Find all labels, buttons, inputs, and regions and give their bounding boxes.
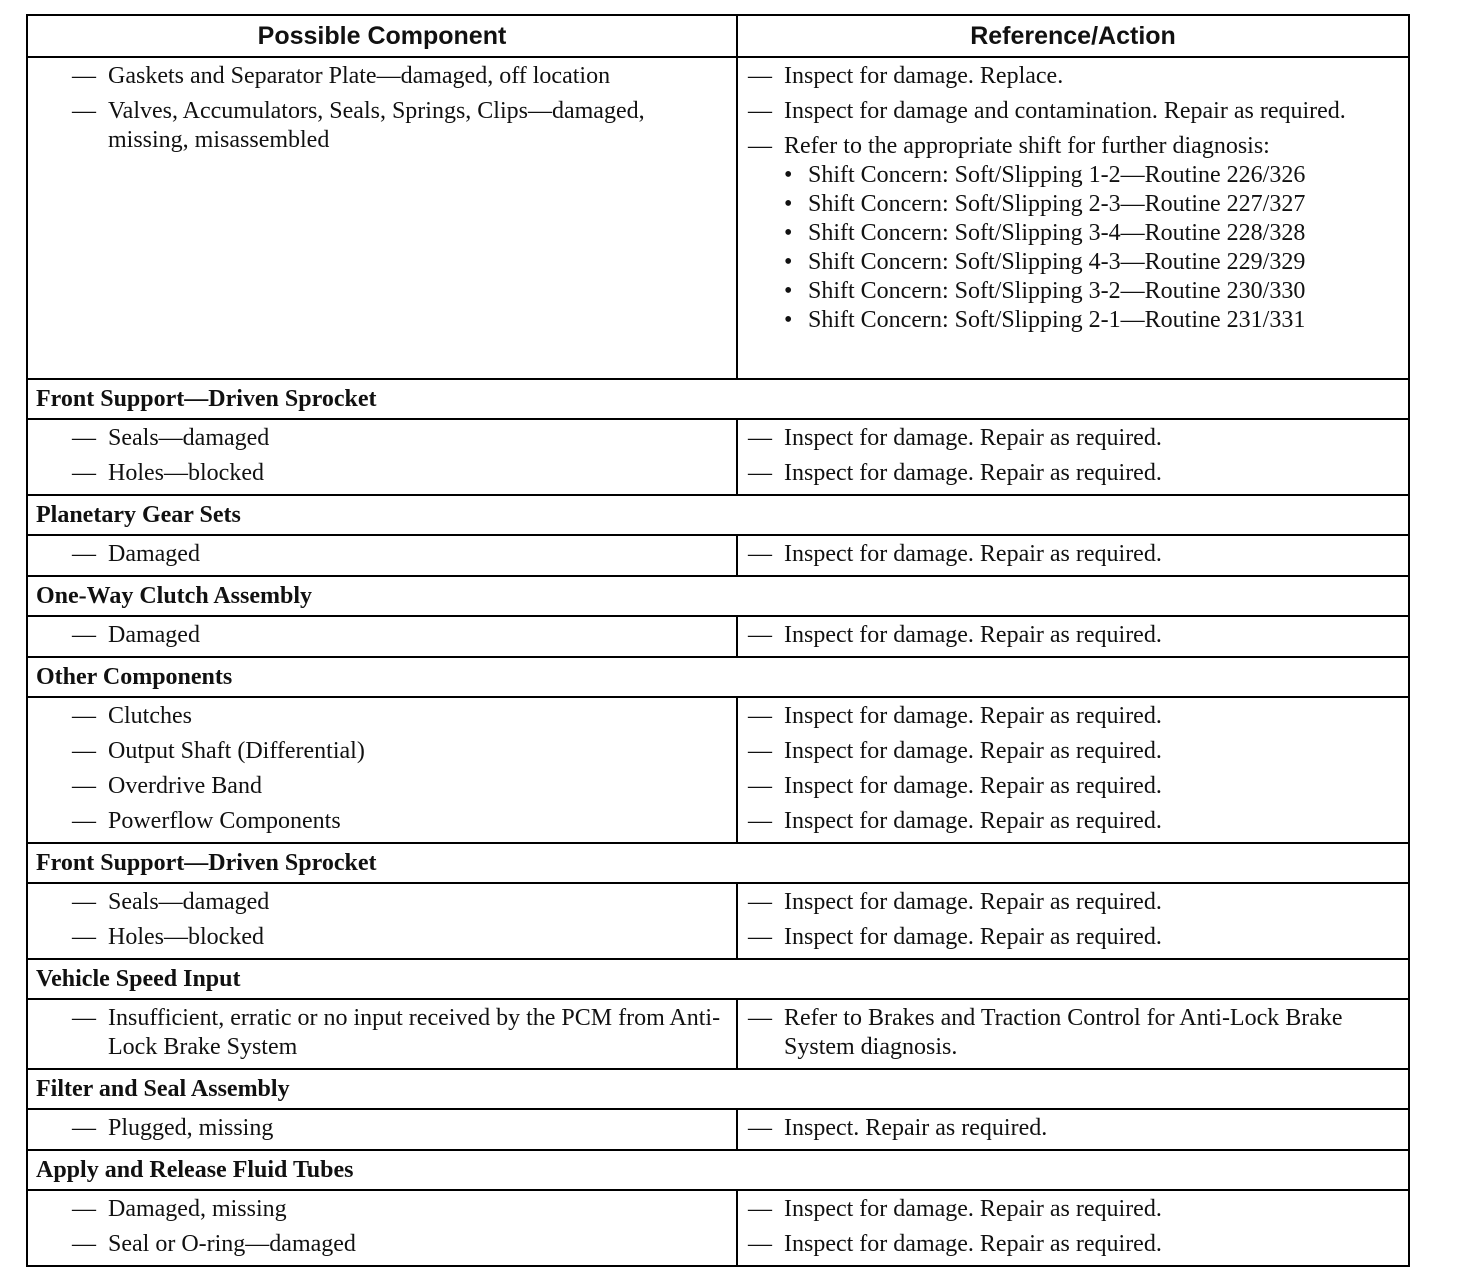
action-line: — Inspect for damage. Repair as required. <box>748 889 1162 915</box>
action-line: — Inspect for damage. Repair as required. <box>748 622 1162 648</box>
action-line: — Inspect for damage. Repair as required. <box>748 773 1162 799</box>
header-possible-component: Possible Component <box>27 15 737 57</box>
actions-cell <box>737 1190 1409 1266</box>
component-line: — Valves, Accumulators, Seals, Springs, Clips—damaged, missing, misassembled <box>72 98 645 153</box>
action-line: — Inspect for damage. Repair as required. <box>748 425 1162 451</box>
bullet-item: • Shift Concern: Soft/Slipping 3-4—Routine 228/328 <box>784 220 1306 246</box>
section-body-row <box>27 616 1409 657</box>
action-line: — Inspect. Repair as required. <box>748 1115 1048 1141</box>
component-line: — Seals—damaged <box>72 425 270 451</box>
action-line: — Refer to Brakes and Traction Control for Anti-Lock Brake System diagnosis. <box>748 1005 1343 1060</box>
section-title: Apply and Release Fluid Tubes <box>27 1150 1409 1190</box>
section-header-row <box>27 576 1409 616</box>
component-line: — Plugged, missing <box>72 1115 274 1141</box>
component-line: — Clutches <box>72 703 192 729</box>
component-line: — Powerflow Components <box>72 808 341 834</box>
actions-cell <box>737 535 1409 576</box>
action-line: — Inspect for damage and contamination. Repair as required. <box>748 98 1346 124</box>
components-cell <box>27 697 737 843</box>
section-title: Vehicle Speed Input <box>27 959 1409 999</box>
section-header-row <box>27 1069 1409 1109</box>
component-line: — Insufficient, erratic or no input received by the PCM from Anti-Lock Brake System <box>72 1005 721 1060</box>
component-line: — Damaged <box>72 541 200 567</box>
components-cell <box>27 883 737 959</box>
section-title: Other Components <box>27 657 1409 697</box>
components-cell <box>27 999 737 1069</box>
bullet-item: • Shift Concern: Soft/Slipping 2-3—Routine 227/327 <box>784 191 1306 217</box>
component-line: — Seal or O-ring—damaged <box>72 1231 356 1257</box>
section-body-row <box>27 1190 1409 1266</box>
section-header-row <box>27 379 1409 419</box>
components-cell <box>27 1190 737 1266</box>
action-line: — Inspect for damage. Repair as required. <box>748 460 1162 486</box>
component-line: — Damaged <box>72 622 200 648</box>
section-header-row <box>27 843 1409 883</box>
action-line: — Inspect for damage. Repair as required. <box>748 808 1162 834</box>
actions-cell <box>737 419 1409 495</box>
header-reference-action: Reference/Action <box>737 15 1409 57</box>
actions-cell <box>737 1109 1409 1150</box>
header-row <box>27 15 1409 57</box>
section-header-row <box>27 657 1409 697</box>
section-header-row <box>27 495 1409 535</box>
bullet-item: • Shift Concern: Soft/Slipping 3-2—Routine 230/330 <box>784 278 1306 304</box>
action-line: — Inspect for damage. Repair as required. <box>748 738 1162 764</box>
diagnosis-table-page <box>26 14 1408 1267</box>
action-line: — Inspect for damage. Repair as required. <box>748 1231 1162 1257</box>
section-title: One-Way Clutch Assembly <box>27 576 1409 616</box>
actions-cell <box>737 697 1409 843</box>
action-line: — Inspect for damage. Repair as required. <box>748 1196 1162 1222</box>
action-line: — Inspect for damage. Repair as required. <box>748 924 1162 950</box>
actions-cell <box>737 999 1409 1069</box>
bullet-item: • Shift Concern: Soft/Slipping 4-3—Routine 229/329 <box>784 249 1306 275</box>
section-body-row <box>27 1109 1409 1150</box>
section-title: Filter and Seal Assembly <box>27 1069 1409 1109</box>
diagnosis-table <box>26 14 1410 1267</box>
section-header-row <box>27 1150 1409 1190</box>
components-cell <box>27 419 737 495</box>
section-title: Front Support—Driven Sprocket <box>27 379 1409 419</box>
bullet-item: • Shift Concern: Soft/Slipping 2-1—Routine 231/331 <box>784 307 1306 333</box>
component-line: — Overdrive Band <box>72 773 262 799</box>
section-header-row <box>27 959 1409 999</box>
section-body-row <box>27 419 1409 495</box>
section-body-row <box>27 697 1409 843</box>
action-line: — Refer to the appropriate shift for further diagnosis: <box>748 133 1270 159</box>
component-line: — Output Shaft (Differential) <box>72 738 365 764</box>
component-line: — Damaged, missing <box>72 1196 287 1222</box>
components-cell <box>27 1109 737 1150</box>
component-line: — Holes—blocked <box>72 924 264 950</box>
actions-cell <box>737 616 1409 657</box>
components-cell <box>27 535 737 576</box>
section-body-row <box>27 535 1409 576</box>
top-row <box>27 57 1409 379</box>
component-line: — Seals—damaged <box>72 889 270 915</box>
bullet-item: • Shift Concern: Soft/Slipping 1-2—Routine 226/326 <box>784 162 1306 188</box>
section-title: Planetary Gear Sets <box>27 495 1409 535</box>
component-line: — Gaskets and Separator Plate—damaged, off location <box>72 63 611 89</box>
component-line: — Holes—blocked <box>72 460 264 486</box>
components-cell <box>27 616 737 657</box>
section-title: Front Support—Driven Sprocket <box>27 843 1409 883</box>
action-line: — Inspect for damage. Replace. <box>748 63 1064 89</box>
action-line: — Inspect for damage. Repair as required. <box>748 703 1162 729</box>
actions-cell <box>737 883 1409 959</box>
action-line: — Inspect for damage. Repair as required. <box>748 541 1162 567</box>
section-body-row <box>27 999 1409 1069</box>
top-actions-cell <box>737 57 1409 379</box>
top-components-cell <box>27 57 737 379</box>
section-body-row <box>27 883 1409 959</box>
